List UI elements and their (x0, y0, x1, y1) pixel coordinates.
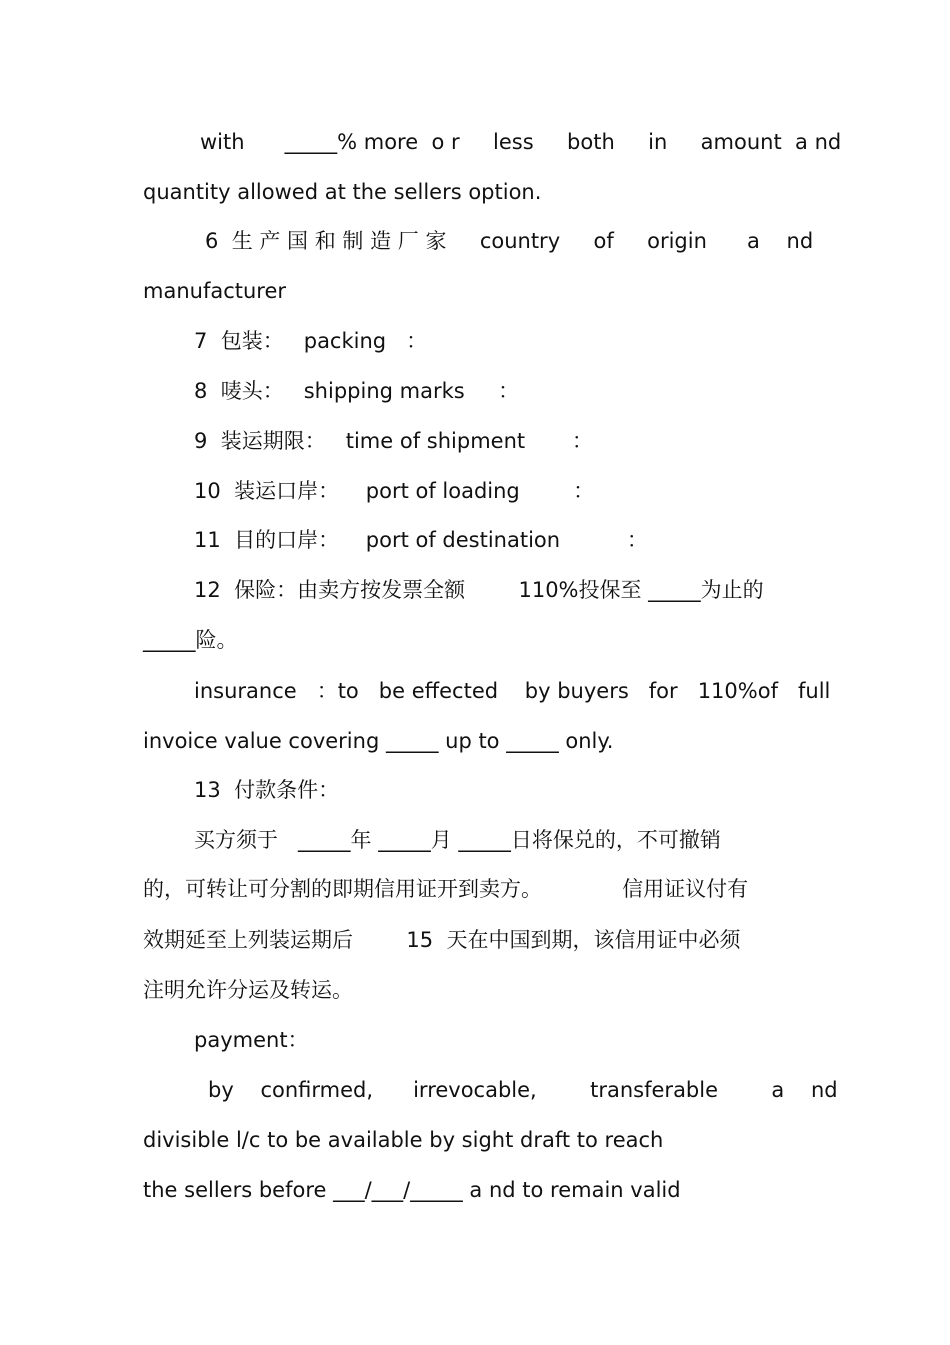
text-line: 12 保险：由卖方按发票全额 110%投保至 _____为止的 (194, 578, 764, 602)
text-line: divisible l/c to be available by sight draft to reach (143, 1128, 664, 1152)
text-line: quantity allowed at the sellers option. (143, 180, 542, 204)
text-line: 注明允许分运及转运。 (143, 978, 353, 1002)
text-line: insurance ：to be effected by buyers for 110%of full (194, 679, 831, 703)
text-line: 买方须于 _____年 _____月 _____日将保兑的，不可撤销 (194, 828, 721, 852)
text-line: with _____% more o r less both in amount a nd (200, 130, 842, 154)
text-line: the sellers before ___/___/_____ a nd to remain valid (143, 1178, 681, 1202)
text-line: 10 装运口岸： port of loading ： (194, 479, 595, 503)
text-line: 11 目的口岸： port of destination ： (194, 528, 648, 552)
text-line: 8 唛头： shipping marks ： (194, 379, 520, 403)
text-line: 13 付款条件： (194, 778, 340, 802)
text-line: manufacturer (143, 279, 287, 303)
text-line: 效期延至上列装运期后 15 天在中国到期，该信用证中必须 (143, 928, 741, 952)
text-line: 9 装运期限： time of shipment ： (194, 429, 593, 453)
text-line: _____险。 (143, 628, 238, 652)
text-line: 6 生 产 国 和 制 造 厂 家 country of origin a nd (205, 229, 814, 253)
text-line: payment： (194, 1028, 309, 1052)
text-line: invoice value covering _____ up to _____ only. (143, 729, 614, 753)
text-line: by confirmed, irrevocable, transferable a nd (208, 1078, 838, 1102)
text-line: 的，可转让可分割的即期信用证开到卖方。 信用证议付有 (143, 877, 749, 901)
text-line: 7 包装： packing ： (194, 329, 428, 353)
